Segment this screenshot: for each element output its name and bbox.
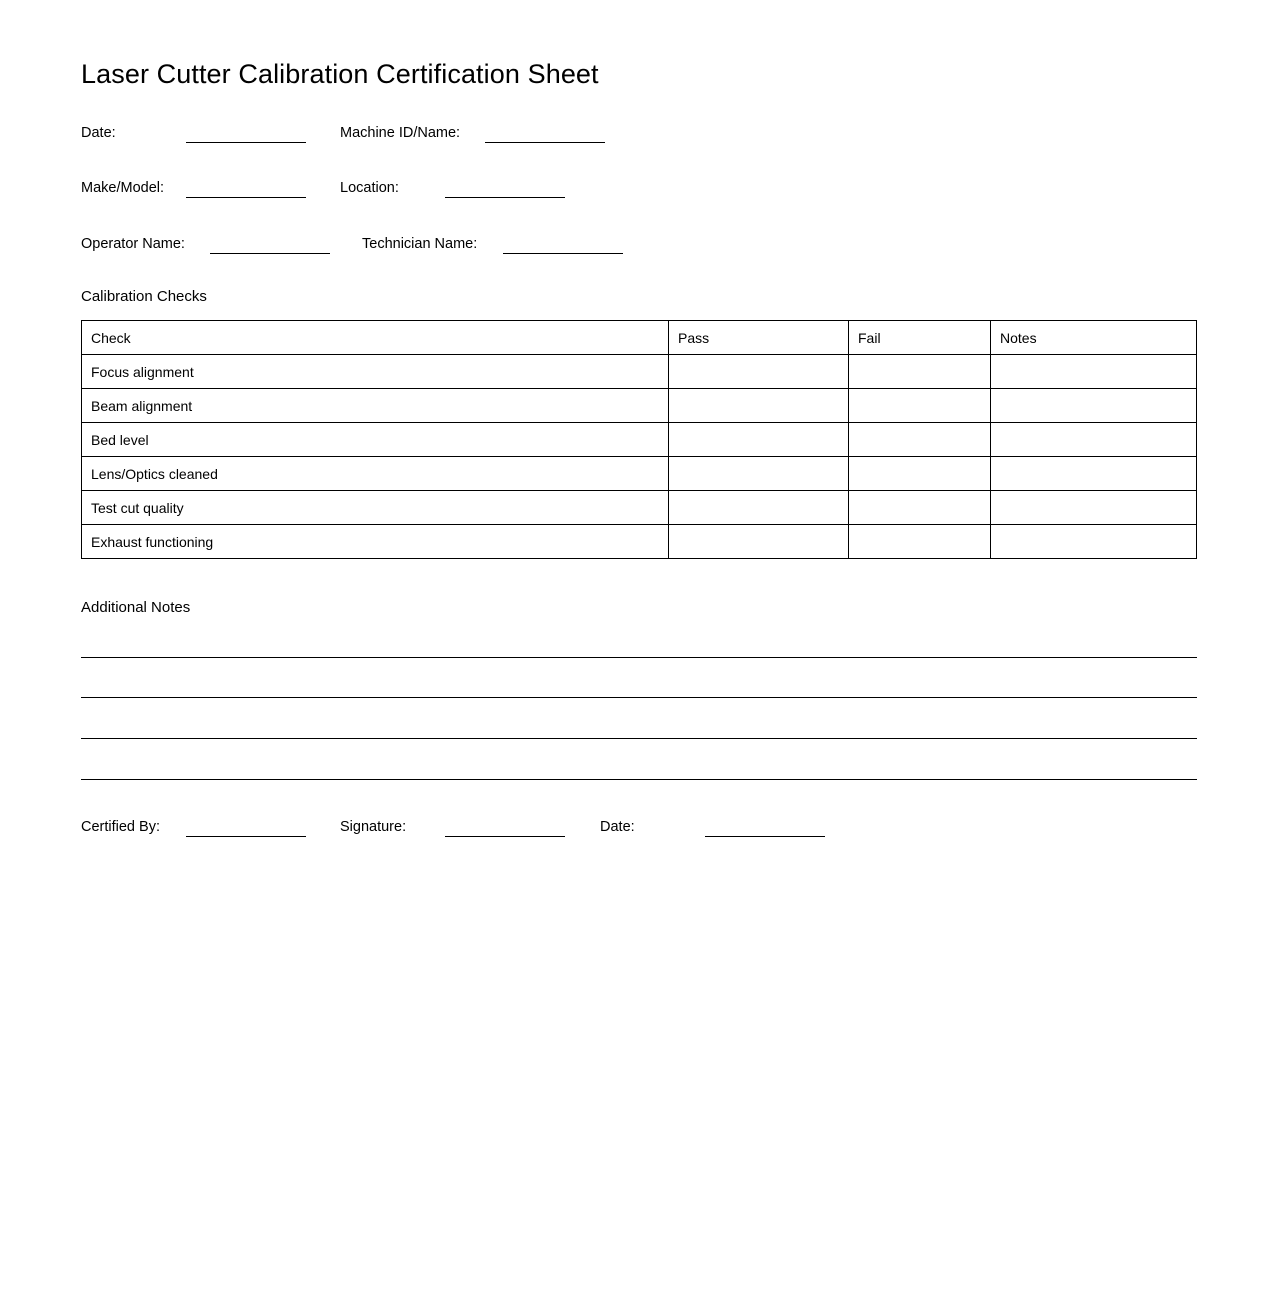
notes-write-line[interactable] [81,738,1197,739]
field-certified-by [81,817,160,839]
cell-check: Focus alignment [82,355,669,389]
field-machine-id-input[interactable] [485,142,605,143]
cell-check: Beam alignment [82,389,669,423]
field-machine-id-label: Machine ID/Name: [340,125,461,141]
table-row [82,491,1197,525]
field-make-model [81,178,164,200]
cell-notes[interactable] [991,525,1197,559]
identification-row-3 [81,234,1197,256]
column-header-notes: Notes [991,321,1197,355]
field-certification-date-label: Date: [600,819,635,835]
cell-check: Bed level [82,423,669,457]
cell-pass[interactable] [669,491,849,525]
table-row [82,525,1197,559]
table-header-row [82,321,1197,355]
cell-pass[interactable] [669,457,849,491]
field-signature-label: Signature: [340,819,407,835]
field-location-input[interactable] [445,197,565,198]
cell-notes[interactable] [991,457,1197,491]
field-date [81,123,116,145]
field-operator-name-label: Operator Name: [81,236,185,252]
cell-pass[interactable] [669,525,849,559]
field-make-model-label: Make/Model: [81,180,165,196]
cell-fail[interactable] [849,355,991,389]
field-technician-name-label: Technician Name: [362,236,478,252]
notes-write-line[interactable] [81,657,1197,658]
field-certification-date-input[interactable] [705,836,825,837]
column-header-fail: Fail [849,321,991,355]
cell-check: Exhaust functioning [82,525,669,559]
cell-pass[interactable] [669,423,849,457]
field-certified-by-label: Certified By: [81,819,160,835]
cell-fail[interactable] [849,389,991,423]
field-signature-input[interactable] [445,836,565,837]
cell-fail[interactable] [849,423,991,457]
field-machine-id [340,123,460,145]
table-row [82,389,1197,423]
page-title: Laser Cutter Calibration Certification Sheet [81,59,599,89]
field-operator-name [81,234,185,256]
cell-notes[interactable] [991,389,1197,423]
field-location-label: Location: [340,180,399,196]
notes-write-line[interactable] [81,779,1197,780]
field-date-input[interactable] [186,142,306,143]
cell-pass[interactable] [669,355,849,389]
column-header-pass: Pass [669,321,849,355]
field-date-label: Date: [81,125,116,141]
notes-write-line[interactable] [81,697,1197,698]
field-signature [340,817,406,839]
field-certified-by-input[interactable] [186,836,306,837]
table-row [82,423,1197,457]
field-certification-date [600,817,635,839]
cell-notes[interactable] [991,491,1197,525]
identification-row-1 [81,123,1197,145]
field-technician-name [362,234,477,256]
column-header-check: Check [82,321,669,355]
cell-pass[interactable] [669,389,849,423]
additional-notes-heading: Additional Notes [81,599,191,616]
cell-fail[interactable] [849,457,991,491]
cell-fail[interactable] [849,491,991,525]
table-row [82,457,1197,491]
certification-row [81,817,1197,839]
cell-check: Test cut quality [82,491,669,525]
cell-check: Lens/Optics cleaned [82,457,669,491]
cell-notes[interactable] [991,355,1197,389]
field-operator-name-input[interactable] [210,253,330,254]
calibration-checks-table [81,320,1197,559]
field-technician-name-input[interactable] [503,253,623,254]
field-location [340,178,399,200]
identification-row-2 [81,178,1197,200]
calibration-checks-heading: Calibration Checks [81,288,207,305]
field-make-model-input[interactable] [186,197,306,198]
cell-notes[interactable] [991,423,1197,457]
table-row [82,355,1197,389]
cell-fail[interactable] [849,525,991,559]
